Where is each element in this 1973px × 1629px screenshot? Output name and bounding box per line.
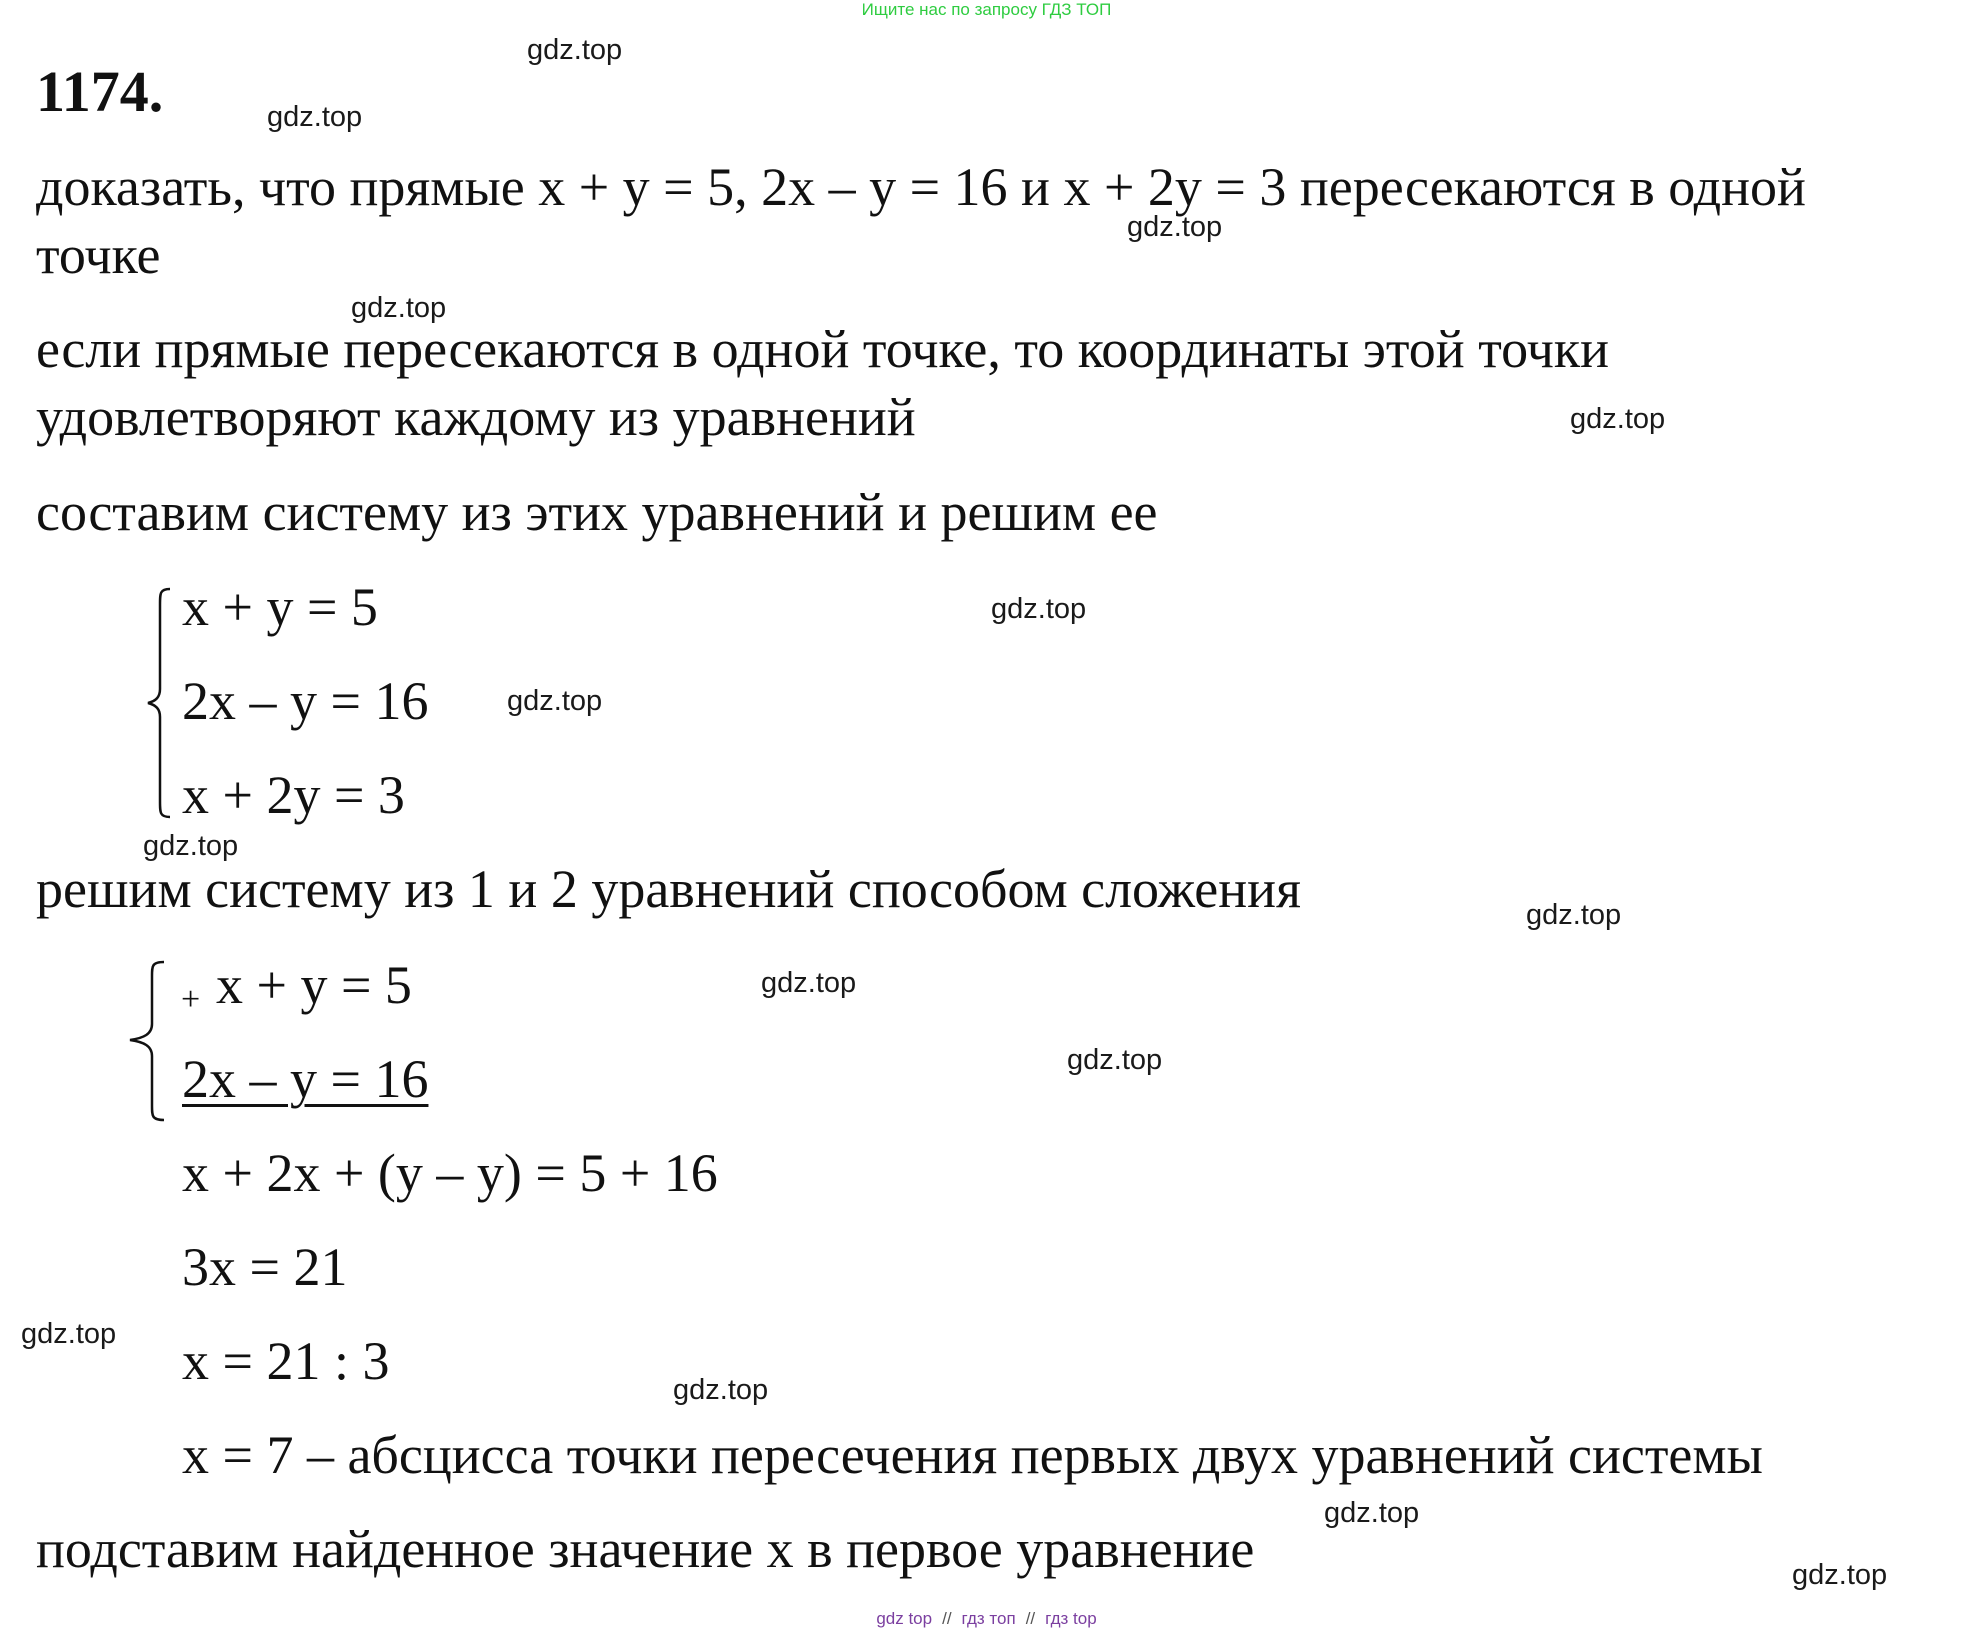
system1-eq2: 2x – y = 16 — [182, 671, 429, 731]
problem-number: 1174. — [36, 59, 164, 124]
watermark: gdz.top — [1792, 1559, 1888, 1591]
substitute-line: подставим найденное значение x в первое уравнение — [36, 1519, 1255, 1579]
watermark: gdz.top — [1570, 403, 1666, 435]
step-4: x = 7 – абсцисса точки пересечения первых двух уравнений системы — [182, 1425, 1763, 1485]
watermark: gdz.top — [267, 101, 363, 133]
step-2: 3x = 21 — [182, 1237, 348, 1297]
system2-eq2: 2x – y = 16 — [182, 1049, 429, 1109]
system2-plus-sign: + — [181, 981, 201, 1018]
compose-line: составим систему из этих уравнений и решим ее — [36, 482, 1158, 542]
watermark: gdz.top — [507, 685, 603, 717]
system2-eq1: x + y = 5 — [216, 955, 412, 1015]
solve-intro-line: решим систему из 1 и 2 уравнений способом сложения — [36, 859, 1301, 919]
watermark: gdz.top — [1324, 1497, 1420, 1529]
bottom-banner-link-3[interactable]: гдз top — [1045, 1609, 1097, 1628]
watermark: gdz.top — [527, 34, 623, 66]
watermark: gdz.top — [1067, 1044, 1163, 1076]
system2-brace — [124, 958, 174, 1124]
bottom-banner-sep-2: // — [1025, 1609, 1036, 1628]
step-3: x = 21 : 3 — [182, 1331, 390, 1391]
explain-line-1: если прямые пересекаются в одной точке, то координаты этой точки — [36, 319, 1609, 379]
bottom-banner-link-2[interactable]: гдз топ — [961, 1609, 1016, 1628]
system1-eq3: x + 2y = 3 — [182, 765, 405, 825]
bottom-banner-sep-1: // — [942, 1609, 952, 1628]
watermark: gdz.top — [143, 830, 239, 862]
task-line-1: доказать, что прямые x + y = 5, 2x – y = 16 и x + 2y = 3 пересекаются в одной — [36, 157, 1806, 217]
watermark: gdz.top — [673, 1374, 769, 1406]
system1-brace — [138, 585, 178, 821]
watermark: gdz.top — [21, 1318, 117, 1350]
bottom-banner-link-1[interactable]: gdz top — [876, 1609, 933, 1628]
top-banner: Ищите нас по запросу ГДЗ ТОП — [861, 0, 1112, 19]
explain-line-2: удовлетворяют каждому из уравнений — [36, 387, 916, 447]
watermark: gdz.top — [1526, 899, 1622, 931]
watermark: gdz.top — [761, 967, 857, 999]
watermark: gdz.top — [991, 593, 1087, 625]
system1-eq1: x + y = 5 — [182, 577, 378, 637]
watermark: gdz.top — [351, 292, 447, 324]
step-1: x + 2x + (y – y) = 5 + 16 — [182, 1143, 718, 1203]
task-line-2: точке — [36, 225, 161, 285]
bottom-banner — [0, 1609, 1973, 1629]
watermark: gdz.top — [1127, 211, 1223, 243]
